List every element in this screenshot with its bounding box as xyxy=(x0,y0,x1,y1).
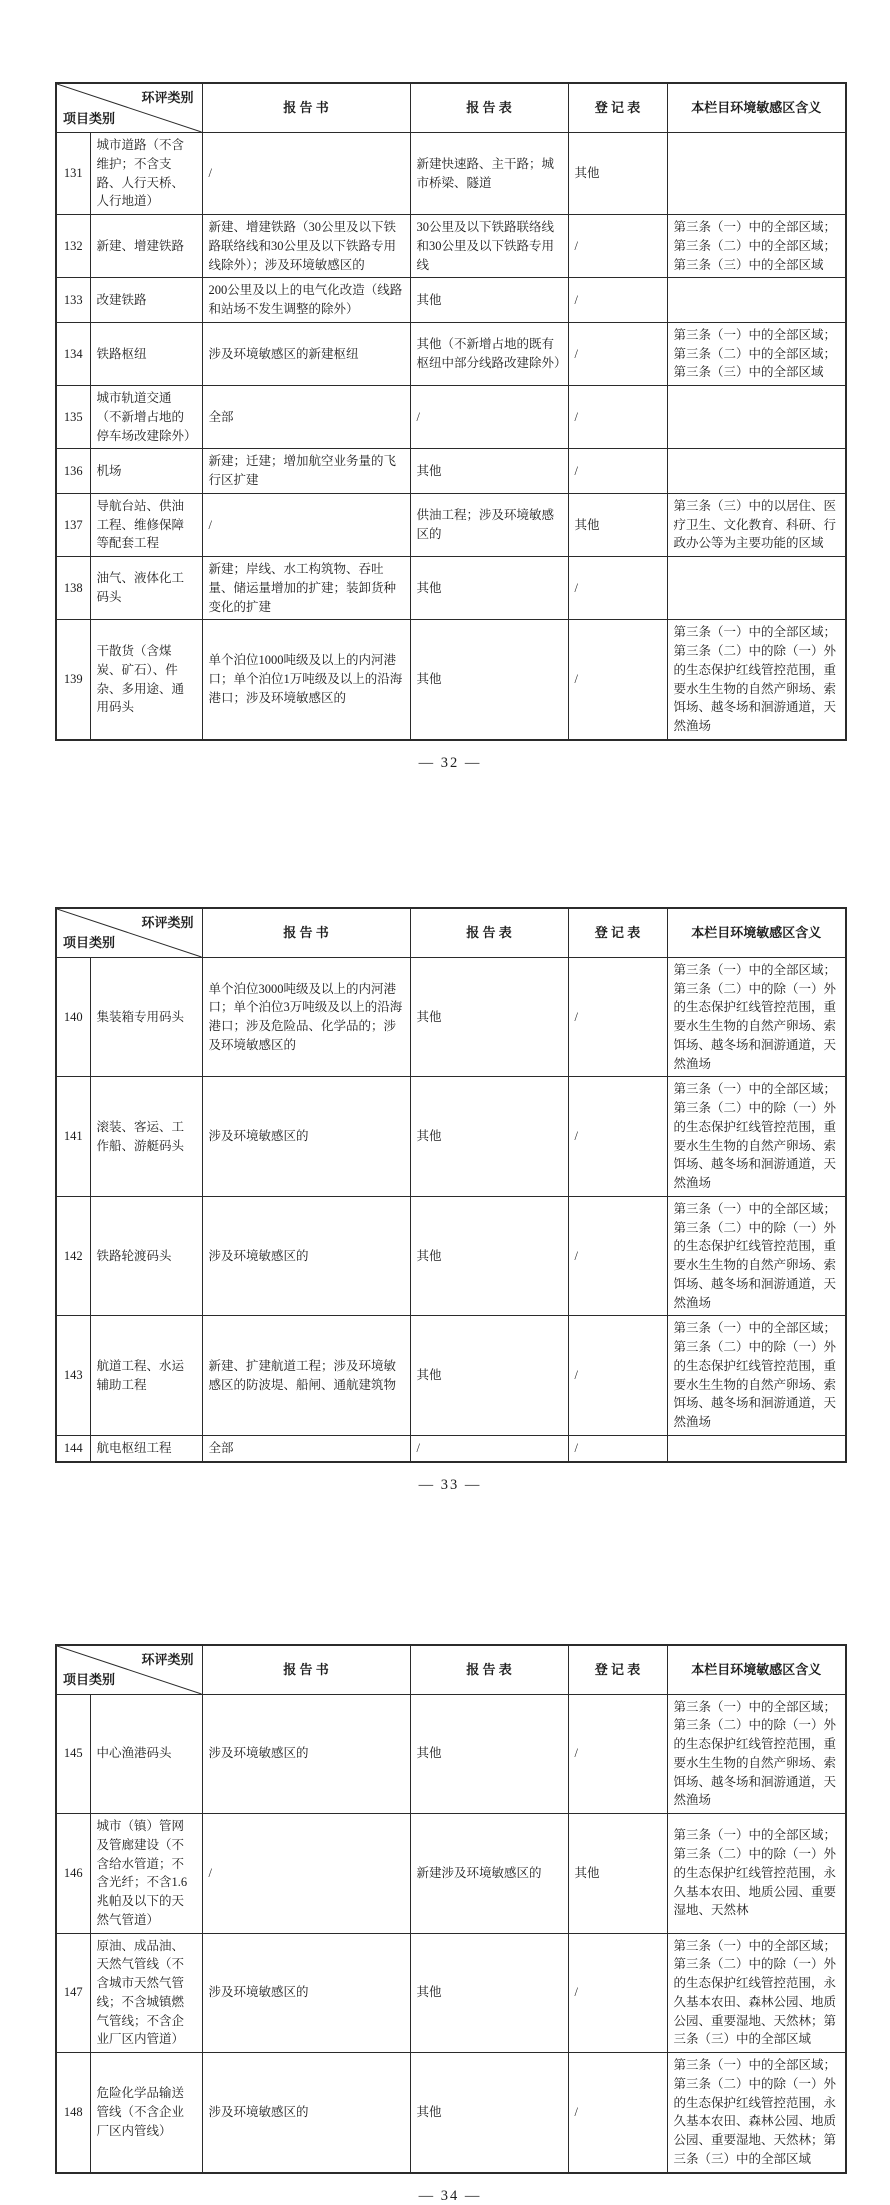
cell-project-category: 城市轨道交通（不新增占地的停车场改建除外） xyxy=(90,386,202,449)
table-row xyxy=(56,133,846,215)
cell-sensitive-area-meaning xyxy=(667,449,846,494)
cell-project-category: 城市道路（不含维护；不含支路、人行天桥、人行地道） xyxy=(90,133,202,215)
cell-report-book: 涉及环境敏感区的 xyxy=(202,1077,410,1197)
cell-project-category: 集装箱专用码头 xyxy=(90,957,202,1077)
row-id: 148 xyxy=(56,2053,90,2173)
row-id: 146 xyxy=(56,1814,90,1934)
eia-category-table xyxy=(55,82,847,741)
cell-report-form: / xyxy=(410,386,568,449)
table-row xyxy=(56,1814,846,1934)
cell-registration-form: / xyxy=(568,1933,667,2053)
row-id: 132 xyxy=(56,215,90,278)
cell-report-book: 涉及环境敏感区的新建枢纽 xyxy=(202,322,410,385)
row-id: 138 xyxy=(56,557,90,620)
header-report-book: 报 告 书 xyxy=(202,908,410,958)
table-row xyxy=(56,2053,846,2173)
cell-registration-form: / xyxy=(568,1316,667,1436)
cell-project-category: 原油、成品油、天然气管线（不含城市天然气管线；不含城镇燃气管线；不含企业厂区内管道） xyxy=(90,1933,202,2053)
cell-registration-form: / xyxy=(568,1435,667,1461)
cell-registration-form: 其他 xyxy=(568,133,667,215)
diagonal-header-cell xyxy=(56,83,202,133)
cell-registration-form: / xyxy=(568,449,667,494)
cell-project-category: 导航台站、供油工程、维修保障等配套工程 xyxy=(90,493,202,556)
cell-project-category: 机场 xyxy=(90,449,202,494)
row-id: 131 xyxy=(56,133,90,215)
cell-sensitive-area-meaning: 第三条（一）中的全部区域；第三条（二）中的除（一）外的生态保护红线管控范围，重要水生生物的自然产卵场、索饵场、越冬场和洄游通道，天然渔场 xyxy=(667,1694,846,1814)
cell-report-book: 200公里及以上的电气化改造（线路和站场不发生调整的除外） xyxy=(202,278,410,323)
cell-report-book: 新建、增建铁路（30公里及以下铁路联络线和30公里及以下铁路专用线除外）；涉及环境敏感区的 xyxy=(202,215,410,278)
row-id: 144 xyxy=(56,1435,90,1461)
header-project-category: 项目类别 xyxy=(63,935,116,951)
cell-report-form: 其他 xyxy=(410,1077,568,1197)
cell-project-category: 铁路枢纽 xyxy=(90,322,202,385)
cell-report-form: 新建涉及环境敏感区的 xyxy=(410,1814,568,1934)
diagonal-split xyxy=(57,84,202,132)
cell-report-book: 涉及环境敏感区的 xyxy=(202,1933,410,2053)
document-page-34 xyxy=(0,1644,890,2205)
cell-report-form: 30公里及以下铁路联络线和30公里及以下铁路专用线 xyxy=(410,215,568,278)
cell-project-category: 干散货（含煤炭、矿石）、件杂、多用途、通用码头 xyxy=(90,620,202,740)
cell-report-book: / xyxy=(202,493,410,556)
cell-registration-form: / xyxy=(568,557,667,620)
cell-report-form: 新建快速路、主干路；城市桥梁、隧道 xyxy=(410,133,568,215)
cell-report-form: 其他（不新增占地的既有枢纽中部分线路改建除外） xyxy=(410,322,568,385)
cell-report-book: 新建、扩建航道工程；涉及环境敏感区的防波堤、船闸、通航建筑物 xyxy=(202,1316,410,1436)
cell-registration-form: 其他 xyxy=(568,493,667,556)
cell-sensitive-area-meaning: 第三条（一）中的全部区域；第三条（二）中的除（一）外的生态保护红线管控范围，永久基本农田、森林公园、地质公园、重要湿地、天然林；第三条（三）中的全部区域 xyxy=(667,2053,846,2173)
cell-sensitive-area-meaning: 第三条（一）中的全部区域；第三条（二）中的全部区域；第三条（三）中的全部区域 xyxy=(667,215,846,278)
cell-report-book: 新建；迁建；增加航空业务量的飞行区扩建 xyxy=(202,449,410,494)
table-header-row xyxy=(56,908,846,958)
cell-sensitive-area-meaning: 第三条（一）中的全部区域；第三条（二）中的除（一）外的生态保护红线管控范围，重要水生生物的自然产卵场、索饵场、越冬场和洄游通道，天然渔场 xyxy=(667,1196,846,1316)
cell-registration-form: / xyxy=(568,957,667,1077)
eia-category-table xyxy=(55,1644,847,2174)
cell-report-book: 涉及环境敏感区的 xyxy=(202,1196,410,1316)
eia-category-table xyxy=(55,907,847,1463)
diagonal-split xyxy=(57,909,202,957)
row-id: 142 xyxy=(56,1196,90,1316)
table-header-row xyxy=(56,1645,846,1695)
table-row xyxy=(56,1933,846,2053)
table-row xyxy=(56,386,846,449)
cell-report-form: 其他 xyxy=(410,557,568,620)
row-id: 135 xyxy=(56,386,90,449)
table-row xyxy=(56,493,846,556)
row-id: 133 xyxy=(56,278,90,323)
cell-report-form: 其他 xyxy=(410,1316,568,1436)
header-registration-form: 登 记 表 xyxy=(568,908,667,958)
cell-report-book: / xyxy=(202,1814,410,1934)
row-id: 140 xyxy=(56,957,90,1077)
cell-project-category: 航电枢纽工程 xyxy=(90,1435,202,1461)
cell-report-form: 供油工程；涉及环境敏感区的 xyxy=(410,493,568,556)
cell-report-book: 新建；岸线、水工构筑物、吞吐量、储运量增加的扩建；装卸货种变化的扩建 xyxy=(202,557,410,620)
cell-project-category: 新建、增建铁路 xyxy=(90,215,202,278)
row-id: 136 xyxy=(56,449,90,494)
cell-report-form: 其他 xyxy=(410,1196,568,1316)
cell-report-form: 其他 xyxy=(410,957,568,1077)
document-page-33 xyxy=(0,907,890,1494)
table-row xyxy=(56,215,846,278)
cell-sensitive-area-meaning xyxy=(667,133,846,215)
cell-project-category: 航道工程、水运辅助工程 xyxy=(90,1316,202,1436)
cell-project-category: 铁路轮渡码头 xyxy=(90,1196,202,1316)
cell-project-category: 油气、液体化工码头 xyxy=(90,557,202,620)
page-number: — 32 — xyxy=(418,754,482,771)
cell-project-category: 滚装、客运、工作船、游艇码头 xyxy=(90,1077,202,1197)
cell-sensitive-area-meaning: 第三条（一）中的全部区域；第三条（二）中的除（一）外的生态保护红线管控范围，重要水生生物的自然产卵场、索饵场、越冬场和洄游通道，天然渔场 xyxy=(667,620,846,740)
row-id: 139 xyxy=(56,620,90,740)
cell-report-book: 单个泊位3000吨级及以上的内河港口；单个泊位3万吨级及以上的沿海港口；涉及危险品、化学品的；涉及环境敏感区的 xyxy=(202,957,410,1077)
cell-registration-form: / xyxy=(568,386,667,449)
diagonal-split xyxy=(57,1646,202,1694)
cell-sensitive-area-meaning: 第三条（三）中的以居住、医疗卫生、文化教育、科研、行政办公等为主要功能的区域 xyxy=(667,493,846,556)
header-sensitive-area-meaning: 本栏目环境敏感区含义 xyxy=(667,1645,846,1695)
table-row xyxy=(56,557,846,620)
header-project-category: 项目类别 xyxy=(63,1672,116,1687)
table-row xyxy=(56,1196,846,1316)
cell-report-form: / xyxy=(410,1435,568,1461)
header-eia-category: 环评类别 xyxy=(141,1651,194,1667)
cell-sensitive-area-meaning xyxy=(667,1435,846,1461)
diagonal-header-cell xyxy=(56,908,202,958)
header-registration-form: 登 记 表 xyxy=(568,83,667,133)
header-sensitive-area-meaning: 本栏目环境敏感区含义 xyxy=(667,83,846,133)
cell-sensitive-area-meaning xyxy=(667,278,846,323)
cell-report-form: 其他 xyxy=(410,1933,568,2053)
table-row xyxy=(56,1077,846,1197)
cell-registration-form: / xyxy=(568,1077,667,1197)
header-report-form: 报 告 表 xyxy=(410,908,568,958)
header-report-book: 报 告 书 xyxy=(202,83,410,133)
header-registration-form: 登 记 表 xyxy=(568,1645,667,1695)
cell-report-book: 全部 xyxy=(202,1435,410,1461)
cell-report-book: 涉及环境敏感区的 xyxy=(202,1694,410,1814)
cell-sensitive-area-meaning: 第三条（一）中的全部区域；第三条（二）中的除（一）外的生态保护红线管控范围，永久基本农田、森林公园、地质公园、重要湿地、天然林；第三条（三）中的全部区域 xyxy=(667,1933,846,2053)
cell-project-category: 改建铁路 xyxy=(90,278,202,323)
header-sensitive-area-meaning: 本栏目环境敏感区含义 xyxy=(667,908,846,958)
header-eia-category: 环评类别 xyxy=(141,914,194,930)
diagonal-header-cell xyxy=(56,1645,202,1695)
page-number: — 34 — xyxy=(418,2187,482,2204)
cell-project-category: 危险化学品输送管线（不含企业厂区内管线） xyxy=(90,2053,202,2173)
cell-report-form: 其他 xyxy=(410,449,568,494)
cell-sensitive-area-meaning: 第三条（一）中的全部区域；第三条（二）中的除（一）外的生态保护红线管控范围，重要水生生物的自然产卵场、索饵场、越冬场和洄游通道，天然渔场 xyxy=(667,1316,846,1436)
cell-report-form: 其他 xyxy=(410,278,568,323)
table-row xyxy=(56,278,846,323)
page-number: — 33 — xyxy=(418,1476,482,1493)
table-header-row xyxy=(56,83,846,133)
cell-sensitive-area-meaning xyxy=(667,557,846,620)
table-row xyxy=(56,322,846,385)
table-row xyxy=(56,620,846,740)
cell-report-book: 单个泊位1000吨级及以上的内河港口；单个泊位1万吨级及以上的沿海港口；涉及环境敏感区的 xyxy=(202,620,410,740)
row-id: 147 xyxy=(56,1933,90,2053)
cell-registration-form: / xyxy=(568,1694,667,1814)
cell-project-category: 中心渔港码头 xyxy=(90,1694,202,1814)
cell-project-category: 城市（镇）管网及管廊建设（不含给水管道；不含光纤；不含1.6兆帕及以下的天然气管道） xyxy=(90,1814,202,1934)
table-row xyxy=(56,1316,846,1436)
cell-registration-form: 其他 xyxy=(568,1814,667,1934)
cell-sensitive-area-meaning: 第三条（一）中的全部区域；第三条（二）中的除（一）外的生态保护红线管控范围，重要水生生物的自然产卵场、索饵场、越冬场和洄游通道，天然渔场 xyxy=(667,1077,846,1197)
cell-report-book: / xyxy=(202,133,410,215)
cell-registration-form: / xyxy=(568,1196,667,1316)
header-report-form: 报 告 表 xyxy=(410,1645,568,1695)
row-id: 134 xyxy=(56,322,90,385)
cell-report-book: 涉及环境敏感区的 xyxy=(202,2053,410,2173)
row-id: 143 xyxy=(56,1316,90,1436)
header-report-book: 报 告 书 xyxy=(202,1645,410,1695)
document-page-32 xyxy=(0,0,890,772)
header-eia-category: 环评类别 xyxy=(141,90,194,105)
row-id: 145 xyxy=(56,1694,90,1814)
cell-registration-form: / xyxy=(568,2053,667,2173)
cell-sensitive-area-meaning: 第三条（一）中的全部区域；第三条（二）中的除（一）外的生态保护红线管控范围，永久基本农田、地质公园、重要湿地、天然林 xyxy=(667,1814,846,1934)
header-report-form: 报 告 表 xyxy=(410,83,568,133)
table-row xyxy=(56,1694,846,1814)
cell-registration-form: / xyxy=(568,215,667,278)
cell-report-form: 其他 xyxy=(410,2053,568,2173)
row-id: 137 xyxy=(56,493,90,556)
cell-report-form: 其他 xyxy=(410,620,568,740)
cell-registration-form: / xyxy=(568,620,667,740)
cell-sensitive-area-meaning xyxy=(667,386,846,449)
table-row xyxy=(56,449,846,494)
cell-sensitive-area-meaning: 第三条（一）中的全部区域；第三条（二）中的除（一）外的生态保护红线管控范围，重要水生生物的自然产卵场、索饵场、越冬场和洄游通道，天然渔场 xyxy=(667,957,846,1077)
table-row xyxy=(56,957,846,1077)
header-project-category: 项目类别 xyxy=(63,110,116,126)
row-id: 141 xyxy=(56,1077,90,1197)
cell-report-form: 其他 xyxy=(410,1694,568,1814)
cell-registration-form: / xyxy=(568,278,667,323)
cell-report-book: 全部 xyxy=(202,386,410,449)
cell-registration-form: / xyxy=(568,322,667,385)
table-row xyxy=(56,1435,846,1461)
cell-sensitive-area-meaning: 第三条（一）中的全部区域；第三条（二）中的全部区域；第三条（三）中的全部区域 xyxy=(667,322,846,385)
